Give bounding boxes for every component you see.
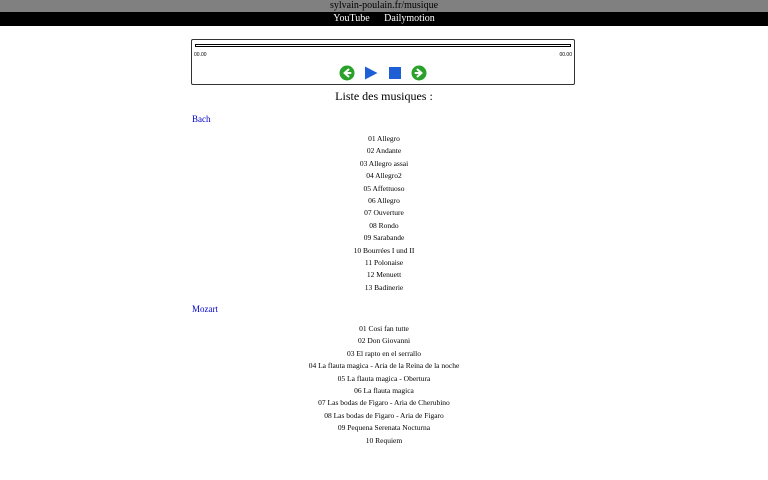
site-title-bar	[0, 0, 768, 12]
section-title-mozart[interactable]: Mozart	[192, 304, 218, 314]
track-item[interactable]: 04 La flauta magica - Aria de la Reina de la noche	[308, 361, 460, 371]
stop-icon[interactable]	[387, 65, 403, 81]
track-item[interactable]: 05 Affettuoso	[363, 183, 405, 193]
nav-bar	[0, 12, 768, 26]
track-list-bach	[0, 133, 768, 294]
track-item[interactable]: 03 El rapto en el serrallo	[347, 348, 421, 358]
track-item[interactable]: 10 Bourrées I und II	[353, 245, 415, 255]
page-heading: Liste des musiques :	[335, 89, 433, 103]
track-item[interactable]: 06 La flauta magica	[354, 386, 414, 396]
track-item[interactable]: 01 Allegro	[368, 134, 400, 143]
track-item[interactable]: 03 Allegro assai	[359, 158, 409, 168]
track-item[interactable]: 09 Pequena Serenata Nocturna	[337, 423, 431, 433]
nav-link-dailymotion[interactable]: Dailymotion	[384, 13, 435, 24]
track-item[interactable]: 10 Requiem	[365, 435, 403, 445]
track-item[interactable]: 02 Don Giovanni	[357, 336, 411, 346]
track-list-mozart	[0, 323, 768, 447]
current-time: 00.00	[194, 52, 207, 58]
track-item[interactable]: 08 Rondo	[369, 220, 399, 230]
nav-link-youtube[interactable]: YouTube	[333, 13, 370, 24]
next-icon[interactable]	[411, 65, 427, 81]
play-icon[interactable]	[363, 65, 379, 81]
audio-player	[191, 39, 575, 85]
track-item[interactable]: 06 Allegro	[368, 196, 400, 206]
track-item[interactable]: 07 Las bodas de Figaro - Aria de Cherubino	[318, 398, 450, 408]
site-title: sylvain-poulain.fr/musique	[329, 0, 439, 11]
section-title-bach[interactable]: Bach	[192, 114, 211, 124]
player-controls	[192, 64, 574, 80]
track-item[interactable]: 12 Menuett	[366, 270, 402, 280]
previous-icon[interactable]	[339, 65, 355, 81]
duration-time: 00.00	[559, 52, 572, 58]
track-item[interactable]: 01 Cosi fan tutte	[359, 324, 409, 333]
track-item[interactable]: 13 Badinerie	[364, 282, 404, 292]
track-item[interactable]: 08 Las bodas de Figaro - Aria de Figaro	[324, 410, 444, 420]
track-item[interactable]: 04 Allegro2	[366, 171, 402, 181]
track-item[interactable]: 02 Andante	[366, 146, 402, 156]
track-item[interactable]: 11 Polonaise	[364, 258, 404, 268]
track-item[interactable]: 09 Sarabande	[363, 233, 405, 243]
progress-bar[interactable]	[195, 44, 571, 47]
track-item[interactable]: 05 La flauta magica - Obertura	[337, 373, 431, 383]
track-item[interactable]: 07 Ouverture	[364, 208, 404, 218]
